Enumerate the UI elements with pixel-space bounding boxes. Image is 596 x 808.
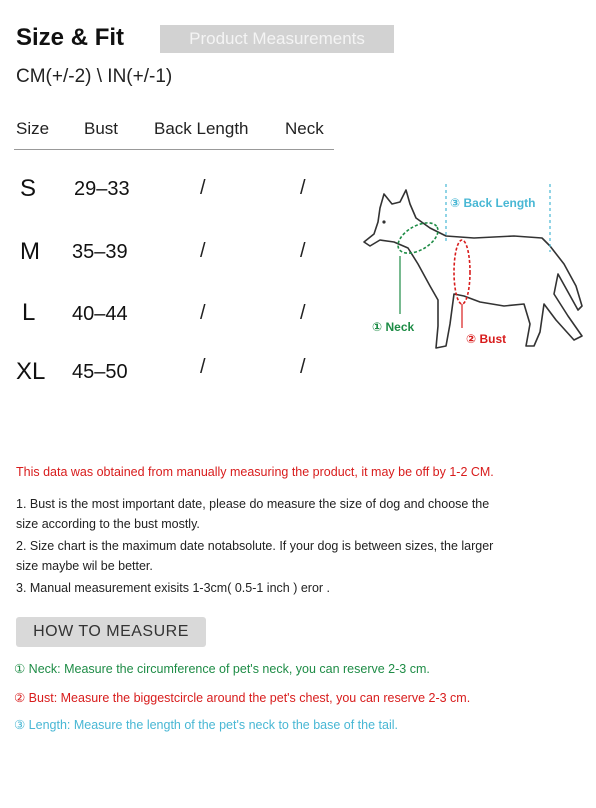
back-length-cell: / — [200, 177, 206, 199]
how-to-measure-title: HOW TO MEASURE — [16, 617, 206, 647]
back-length-cell: / — [200, 356, 206, 378]
col-header-back-length: Back Length — [154, 119, 249, 138]
note-2-line-1: 2. Size chart is the maximum date notabsolute. If your dog is between sizes, the larger — [16, 539, 494, 553]
size-cell: L — [22, 299, 36, 326]
dog-eye-icon — [382, 220, 385, 223]
col-header-bust: Bust — [84, 119, 119, 138]
note-1-line-2: size according to the bust mostly. — [16, 517, 200, 531]
page-title: Size & Fit — [16, 24, 125, 51]
size-cell: M — [20, 238, 40, 265]
neck-cell: / — [300, 302, 306, 324]
back-length-cell: / — [200, 240, 206, 262]
measure-length-instruction: ③ Length: Measure the length of the pet's neck to the base of the tail. — [14, 718, 398, 732]
neck-label: ① Neck — [372, 320, 415, 334]
back-length-cell: / — [200, 302, 206, 324]
product-measurements-badge: Product Measurements — [160, 25, 394, 53]
note-3: 3. Manual measurement exisits 1-3cm( 0.5-1 inch ) eror . — [16, 581, 331, 595]
note-2-line-2: size maybe wil be better. — [16, 559, 153, 573]
size-cell: XL — [16, 358, 46, 385]
neck-cell: / — [300, 177, 306, 199]
bust-cell: 35–39 — [72, 241, 128, 263]
neck-cell: / — [300, 240, 306, 262]
note-1-line-1: 1. Bust is the most important date, please do measure the size of dog and choose the — [16, 497, 490, 511]
bust-cell: 45–50 — [72, 361, 128, 383]
table-header-divider — [14, 149, 334, 150]
col-header-neck: Neck — [285, 119, 324, 138]
size-cell: S — [20, 175, 37, 202]
neck-ring — [393, 217, 443, 260]
bust-cell: 29–33 — [74, 178, 130, 200]
bust-cell: 40–44 — [72, 303, 128, 325]
back-length-label: ③ Back Length — [450, 196, 536, 210]
neck-cell: / — [300, 356, 306, 378]
col-header-size: Size — [16, 119, 50, 138]
accuracy-warning: This data was obtained from manually measuring the product, it may be off by 1-2 CM. — [16, 465, 494, 479]
bust-label: ② Bust — [466, 332, 507, 346]
bust-ring — [454, 240, 470, 304]
measure-neck-instruction: ① Neck: Measure the circumference of pet's neck, you can reserve 2-3 cm. — [14, 662, 430, 676]
units-label: CM(+/-2) \ IN(+/-1) — [16, 66, 173, 87]
measure-bust-instruction: ② Bust: Measure the biggestcircle around the pet's chest, you can reserve 2-3 cm. — [14, 691, 471, 705]
